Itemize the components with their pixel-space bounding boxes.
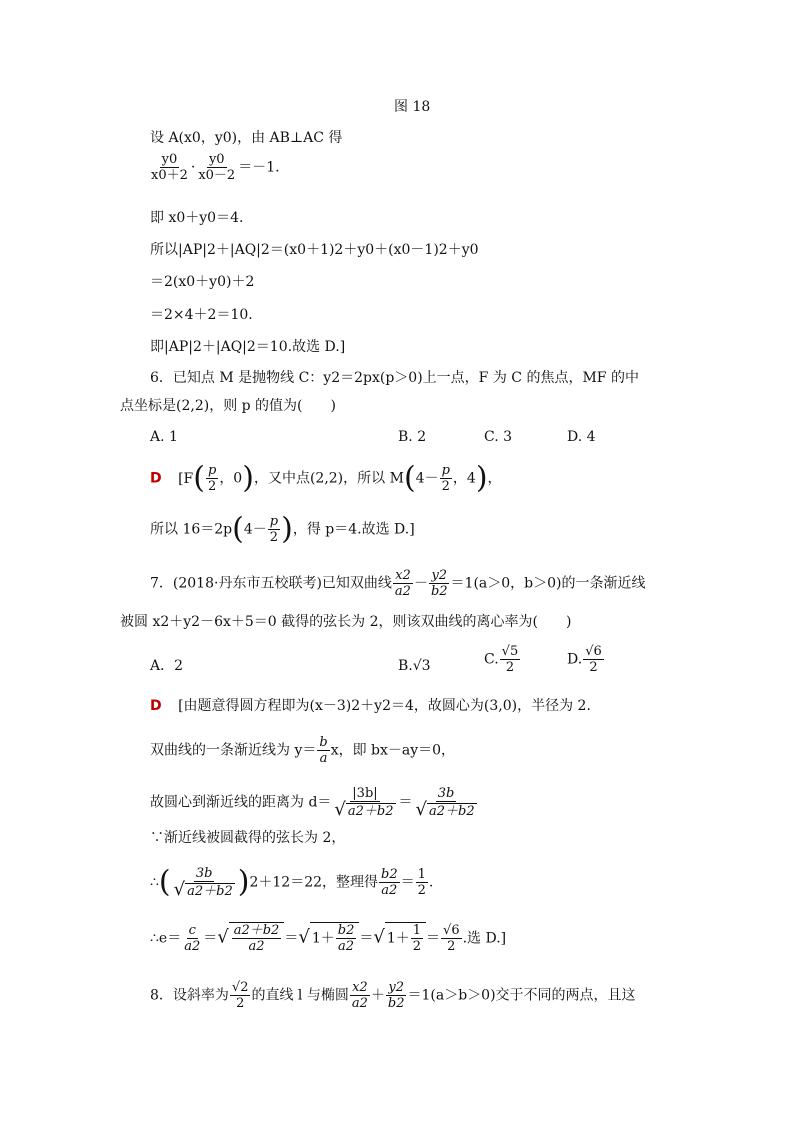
q5-fraction-2: [196, 152, 237, 183]
lparen-icon: (: [232, 511, 244, 547]
q7-sol5-d: 2: [417, 883, 426, 898]
q7-stem1-a: 7．(2018·丹东市五校联考)已知双曲线: [150, 575, 392, 592]
q5-line-7: 即|AP|2＋|AQ|2＝10.故选 D.]: [150, 339, 346, 355]
q7-b2: b2: [430, 584, 448, 599]
q7-sol2-a: 双曲线的一条渐近线为 y＝: [150, 742, 317, 759]
q7-frac-ca: [182, 923, 202, 954]
rparen-icon: ): [281, 511, 293, 547]
q7-frac-e3: [411, 923, 423, 954]
q6-sol1-d: 4－: [415, 470, 439, 487]
q7-frac-half: [416, 867, 428, 898]
q6-sol1-e: ，4: [452, 470, 476, 487]
q5-line-4: 所以|AP|2＋|AQ|2＝(x0＋1)2＋y0＋(x0－1)2＋y0: [150, 242, 479, 258]
q6-sol2-a: 所以 16＝2p: [150, 521, 233, 538]
q7-sol6-a2b: a2: [248, 939, 265, 954]
sqrt-icon: √: [334, 799, 346, 820]
q5-frac2-num: y0: [208, 152, 225, 167]
q7-optc-den: 2: [505, 660, 515, 675]
q7-sol2-d: x，即 bx－ay＝0，: [330, 742, 456, 759]
q7-sol5-a: ∴: [150, 874, 159, 891]
lparen-icon: (: [158, 864, 171, 900]
sqrt-icon: √: [173, 879, 186, 900]
q7-frac-e2: [336, 923, 357, 954]
q7-optc-num: √5: [501, 644, 519, 659]
q5-line-1: 设 A(x0，y0)，由 AB⊥AC 得: [150, 130, 343, 146]
sqrt-icon: √: [415, 799, 428, 820]
q8-stem-c: 2: [236, 996, 245, 1011]
q7-x2: x2: [395, 568, 411, 583]
rparen-icon: ): [475, 460, 488, 496]
q8-stem-a: 8．设斜率为: [150, 987, 229, 1004]
q6-sol1-c: ，又中点(2,2)，所以 M: [253, 470, 404, 487]
q6-sol2-p: p: [269, 514, 279, 529]
q6-sol2-two: 2: [269, 530, 279, 545]
q7-y2: y2: [431, 568, 448, 583]
q7-solution-6: ∴e＝ $\frac{c}{a2}$ ＝√ $\frac{a2+b2}{a2}$ ＝√ 1＋ $\frac{b2}{a2}$ ＝√ 1＋ $\frac{1}{2}$ ＝ $\frac{√6}{2}$ .选 D.]: [150, 923, 507, 954]
q7-frac-e1: [232, 923, 282, 954]
q7-sol6-den: a2＋b2: [233, 923, 280, 938]
figure-caption: 图 18: [394, 99, 431, 115]
q8-frac-y2b2: [386, 980, 407, 1011]
q7-sol6-b2: b2: [337, 923, 355, 938]
q5-frac2-den: x0－2: [198, 168, 236, 183]
q7-frac-e4: [441, 923, 462, 954]
q7-sol6-c: c: [188, 923, 196, 938]
q7-sol6-one: 1＋: [311, 930, 335, 947]
q7-frac-y2b2: [429, 568, 450, 599]
q6-sol1-two2: 2: [441, 479, 450, 494]
q7-solution-2: [150, 735, 455, 766]
q7-sol6-a: ∴e＝: [150, 930, 182, 947]
q7-frac-dist2: [414, 786, 479, 819]
q6-sol1-a: [F: [178, 470, 194, 487]
sqrt-icon: √: [298, 926, 310, 948]
q7-sol6-a2: a2: [184, 939, 201, 954]
q7-optc-pre: C.: [484, 651, 499, 668]
q7-sol5-c: 1: [417, 867, 426, 882]
lparen-icon: (: [403, 460, 416, 496]
q6-option-d: D. 4: [567, 429, 596, 445]
q6-stem-1: 6．已知点 M 是抛物线 C：y2＝2px(p＞0)上一点，F 为 C 的焦点，MF 的中: [150, 370, 639, 386]
q7-answer: D: [150, 698, 162, 714]
rparen-icon: ): [242, 460, 254, 496]
q7-stem-1: 7．(2018·丹东市五校联考)已知双曲线 $\frac{x2}{a2}$ － $\frac{y2}{b2}$ ＝1(a＞0，b＞0)的一条渐近线: [150, 568, 646, 599]
q7-option-a: A．2: [150, 658, 184, 674]
q6-sol1-p: p: [207, 463, 217, 478]
q6-stem-2: 点坐标是(2,2)，则 p 的值为( ): [120, 398, 336, 414]
q7-sol5-num: 3b: [195, 866, 213, 881]
q8-a2: a2: [351, 996, 368, 1011]
q7-sol3-num1: |3b|: [352, 786, 378, 801]
q7-sol3-den2: a2＋b2: [429, 804, 475, 819]
q8-stem: 8．设斜率为 $\frac{√2}{2}$ 的直线 l 与椭圆 $\frac{x2}{a2}$ ＋ $\frac{y2}{b2}$ ＝1(a＞b＞0)交于不同的两点，且这: [150, 980, 636, 1011]
q6-frac-p2-b: [440, 463, 452, 494]
q7-sol5-e: .: [428, 874, 434, 891]
q6-frac-p2-c: [268, 514, 280, 545]
q6-option-b: B. 2: [398, 429, 427, 445]
q5-frac1-num: y0: [161, 152, 178, 167]
q7-solution-4: ∵渐近线被圆截得的弦长为 2，: [150, 830, 346, 846]
q8-x2: x2: [352, 980, 368, 995]
q7-optd-frac: [583, 644, 604, 675]
q7-optc-frac: [500, 644, 521, 675]
q8-y2: y2: [388, 980, 405, 995]
q7-optd-den: 2: [589, 660, 598, 675]
q7-frac-ba: [317, 735, 329, 766]
q5-line-6: ＝2×4＋2＝10.: [150, 307, 253, 323]
q7-option-b: B.√3: [398, 658, 431, 674]
q7-optd-num: √6: [585, 644, 602, 659]
q7-sol6-2: 2: [412, 939, 422, 954]
q7-sol5-a2: a2: [381, 883, 398, 898]
q7-frac-b2a2: [379, 867, 400, 898]
sqrt-icon: √: [373, 926, 385, 948]
q5-fraction-line: $\frac{y0}{x0+2}$ · $\frac{y0}{x0-2}$ ＝－1.: [151, 152, 280, 183]
q6-solution-2: [150, 511, 415, 547]
q6-sol1-b: ，0: [219, 470, 243, 487]
q7-sol3-den: a2＋b2: [347, 804, 394, 819]
q8-frac-slope: [230, 980, 251, 1011]
q6-option-a: A. 1: [150, 429, 178, 445]
rparen-icon: ): [237, 864, 250, 900]
q8-stem-e: ＝1(a＞b＞0)交于不同的两点，且这: [407, 987, 636, 1004]
q6-solution-1: [150, 460, 502, 496]
q8-stem-b: √2: [231, 980, 249, 995]
q7-stem1-b: ＝1(a＞0，b＞0)的一条渐近线: [450, 575, 646, 592]
q7-sol6-two: 2: [447, 939, 456, 954]
q7-optd-pre: D.: [567, 651, 583, 668]
q7-sol6-s6: √6: [443, 923, 460, 938]
q7-sol5-b2: b2: [381, 867, 398, 882]
q5-frac1-den: x0＋2: [151, 168, 188, 183]
sqrt-icon: √: [217, 926, 229, 948]
q7-sol2-c: a: [319, 751, 328, 766]
q5-frac-eq: ＝－1.: [238, 159, 280, 176]
q7-stem-2: 被圆 x2＋y2－6x＋5＝0 截得的弦长为 2，则该双曲线的离心率为( ): [120, 614, 572, 630]
q6-answer: D: [150, 470, 162, 487]
q6-sol1-p2: p: [441, 463, 450, 478]
q7-sol3-a: 故圆心到渐近线的距离为 d＝: [150, 794, 332, 811]
q6-sol2-b: 4－: [243, 521, 267, 538]
q7-solution-1: [150, 696, 591, 716]
q8-frac-x2a2: [350, 980, 370, 1011]
q7-sol6-one2: 1＋: [386, 930, 410, 947]
q8-b2: b2: [387, 996, 405, 1011]
q5-line-5: ＝2(x0＋y0)＋2: [150, 274, 255, 290]
q6-option-c: C. 3: [484, 429, 513, 445]
q7-sol3-num2: 3b: [437, 786, 455, 801]
q7-sol6-1: 1: [412, 923, 422, 938]
q7-sol5-b: 2＋12＝22，整理得: [249, 874, 379, 891]
q8-stem-d: 的直线 l 与椭圆: [251, 987, 349, 1004]
q6-sol1-two: 2: [208, 479, 217, 494]
q6-sol2-c: ，得 p＝4.故选 D.]: [292, 521, 415, 538]
q7-frac-x2a2: [393, 568, 413, 599]
q7-frac-dist1: [332, 786, 397, 819]
q6-sol1-f: ，: [487, 470, 502, 487]
q5-line-3: 即 x0＋y0＝4.: [150, 210, 244, 226]
q7-sol5-den: a2＋b2: [187, 884, 233, 899]
q5-fraction-1: [149, 152, 190, 183]
q7-frac-3b: [172, 866, 237, 899]
q7-solution-3: 故圆心到渐近线的距离为 d＝ $\frac{|3b|}{√ a2+b2}$ ＝ $\frac{3b}{√ a2+b2}$: [150, 786, 480, 819]
q7-option-c: [484, 644, 521, 675]
q7-a2: a2: [394, 584, 411, 599]
q7-sol6-end: .选 D.]: [462, 930, 507, 947]
q7-sol2-b: b: [319, 735, 328, 750]
q6-frac-p2: [206, 463, 218, 494]
q7-option-d: [567, 644, 605, 675]
q7-sol1: [由题意得圆方程即为(x－3)2＋y2＝4，故圆心为(3,0)，半径为 2.: [178, 698, 591, 714]
q7-solution-5: ∴( $\frac{3b}{√ a2+b2}$ )2＋12＝22，整理得 $\frac{b2}{a2}$ ＝ $\frac{1}{2}$ .: [150, 864, 434, 900]
q7-sol6-a2c: a2: [338, 939, 355, 954]
lparen-icon: (: [193, 460, 205, 496]
